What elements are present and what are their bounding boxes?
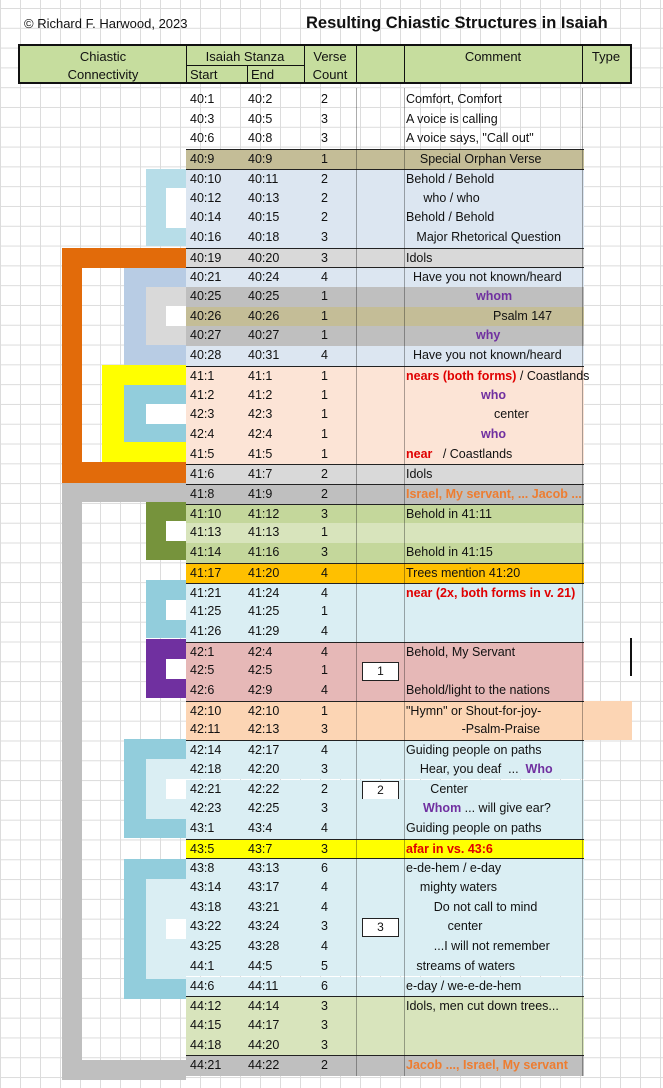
count-cell: 2 — [321, 171, 328, 186]
count-cell: 4 — [321, 880, 328, 894]
start-cell: 44:18 — [190, 1037, 222, 1052]
end-cell: 41:5 — [248, 446, 273, 461]
comment-cell: why — [476, 328, 501, 343]
count-cell: 3 — [321, 250, 328, 265]
end-cell: 41:24 — [248, 585, 280, 600]
end-cell: 41:29 — [248, 623, 280, 638]
table-row — [186, 189, 584, 209]
count-cell: 4 — [321, 270, 328, 285]
comment-cell: Special Orphan Verse — [406, 152, 542, 167]
end-cell: 40:18 — [248, 229, 280, 244]
end-cell: 40:26 — [248, 308, 280, 323]
count-cell: 4 — [321, 939, 328, 954]
comment-cell: Behold / Behold — [406, 210, 495, 225]
start-cell: 41:5 — [190, 446, 215, 461]
end-cell: 41:9 — [248, 487, 273, 501]
count-cell: 4 — [321, 585, 328, 600]
end-cell: 42:22 — [248, 781, 280, 796]
end-cell: 43:13 — [248, 861, 280, 876]
end-cell: 43:21 — [248, 899, 280, 914]
start-cell: 44:15 — [190, 1017, 222, 1032]
comment-cell: Idols, men cut down trees... — [406, 999, 559, 1014]
count-cell: 4 — [321, 743, 328, 758]
table-row — [186, 799, 584, 819]
start-cell: 42:18 — [190, 761, 222, 776]
end-cell: 42:13 — [248, 722, 280, 737]
table-row — [186, 543, 584, 563]
end-cell: 44:11 — [248, 978, 279, 993]
bracket-olive-gap — [166, 521, 186, 541]
table-row — [186, 425, 584, 445]
page-title: Resulting Chiastic Structures in Isaiah — [306, 14, 608, 32]
count-cell: 3 — [321, 919, 328, 934]
count-cell: 4 — [321, 565, 328, 580]
start-cell: 40:26 — [190, 308, 222, 323]
count-cell: 1 — [321, 289, 328, 303]
end-cell: 40:24 — [248, 270, 280, 285]
table-row — [186, 858, 584, 879]
count-cell: 3 — [321, 841, 328, 856]
count-cell: 3 — [321, 506, 328, 521]
table-row — [186, 90, 584, 110]
group-number-box: 2 — [362, 781, 399, 800]
count-cell: 1 — [321, 663, 328, 678]
end-cell: 41:7 — [248, 467, 273, 482]
end-cell: 41:13 — [248, 525, 280, 540]
table-row — [186, 110, 584, 130]
end-cell: 42:9 — [248, 683, 273, 697]
comment-cell: e-de-hem / e-day — [406, 861, 502, 876]
count-cell: 6 — [321, 861, 328, 876]
table-row — [186, 957, 584, 977]
count-cell: 6 — [321, 978, 328, 993]
count-cell: 1 — [321, 446, 328, 461]
end-cell: 40:25 — [248, 289, 280, 303]
table-row — [186, 839, 584, 860]
end-cell: 42:5 — [248, 663, 273, 678]
end-cell: 40:13 — [248, 190, 280, 205]
start-cell: 40:28 — [190, 348, 222, 363]
table-row — [186, 287, 584, 307]
end-cell: 42:3 — [248, 407, 273, 422]
comment-cell: nears (both forms) / Coastlands — [406, 368, 590, 383]
comment-cell: mighty waters — [406, 880, 497, 894]
comment-cell: Behold in 41:11 — [406, 506, 492, 521]
table-row — [186, 326, 584, 346]
end-cell: 40:31 — [248, 348, 280, 363]
table-row — [186, 307, 584, 327]
start-cell: 43:25 — [190, 939, 222, 954]
comment-cell: Do not call to mind — [406, 899, 538, 914]
start-cell: 40:1 — [190, 92, 215, 106]
comment-cell: Have you not known/heard — [406, 270, 562, 285]
count-cell: 2 — [321, 467, 328, 482]
header-end: End — [251, 67, 275, 82]
end-cell: 44:22 — [248, 1058, 280, 1073]
margin-marker — [630, 638, 632, 676]
comment-cell: -Psalm-Praise — [406, 722, 541, 737]
table-row — [186, 484, 584, 505]
bracket-gray-side — [62, 483, 82, 1080]
bracket-yellow-gap — [146, 404, 186, 424]
comment-cell: Behold / Behold — [406, 171, 495, 186]
table-row — [186, 366, 590, 387]
comment-cell: Center — [406, 781, 468, 796]
end-cell: 40:8 — [248, 131, 273, 146]
end-cell: 44:5 — [248, 958, 273, 973]
end-cell: 43:7 — [248, 841, 273, 856]
start-cell: 41:2 — [190, 387, 215, 402]
end-cell: 40:2 — [248, 92, 273, 106]
start-cell: 43:8 — [190, 861, 215, 876]
table-row — [186, 1055, 584, 1076]
end-cell: 42:25 — [248, 801, 280, 816]
table-row — [186, 819, 584, 839]
start-cell: 42:4 — [190, 426, 215, 441]
bracket-purple-gap — [166, 659, 186, 679]
count-cell: 4 — [321, 683, 328, 697]
end-cell: 41:12 — [248, 506, 280, 521]
end-cell: 41:25 — [248, 604, 280, 619]
start-cell: 41:25 — [190, 604, 222, 619]
start-cell: 44:12 — [190, 999, 222, 1014]
count-cell: 3 — [321, 111, 328, 126]
start-cell: 42:3 — [190, 407, 215, 422]
count-cell: 2 — [321, 210, 328, 225]
comment-cell: Have you not known/heard — [406, 348, 562, 363]
start-cell: 44:21 — [190, 1058, 222, 1073]
comment-cell: Guiding people on paths — [406, 820, 542, 835]
table-row — [186, 267, 584, 288]
table-row — [186, 1016, 584, 1036]
table-row — [186, 208, 584, 228]
table-row — [186, 937, 584, 957]
table-row — [186, 1036, 584, 1056]
start-cell: 41:6 — [190, 467, 215, 482]
start-cell: 42:14 — [190, 743, 222, 758]
table-row — [186, 464, 584, 485]
end-cell: 41:1 — [248, 368, 273, 383]
end-cell: 40:27 — [248, 328, 280, 343]
end-cell: 43:28 — [248, 939, 280, 954]
start-cell: 40:14 — [190, 210, 222, 225]
end-cell: 44:20 — [248, 1037, 280, 1052]
copyright-text: © Richard F. Harwood, 2023 — [24, 16, 188, 31]
comment-cell: A voice says, "Call out" — [406, 131, 534, 146]
bracket-steel-gap — [166, 306, 186, 326]
comment-cell: Psalm 147 — [493, 308, 553, 323]
start-cell: 43:5 — [190, 841, 215, 856]
table-row — [186, 248, 584, 269]
comment-cell: Behold, My Servant — [406, 644, 516, 659]
start-cell: 40:25 — [190, 289, 222, 303]
start-cell: 42:23 — [190, 801, 222, 816]
count-cell: 2 — [321, 92, 328, 106]
table-row — [186, 563, 584, 584]
table-row — [186, 996, 584, 1017]
count-cell: 2 — [321, 781, 328, 796]
count-cell: 1 — [321, 604, 328, 619]
end-cell: 44:14 — [248, 999, 280, 1014]
count-cell: 1 — [321, 387, 328, 402]
bracket-orange-bottom — [62, 462, 186, 483]
end-cell: 40:20 — [248, 250, 280, 265]
count-cell: 3 — [321, 722, 328, 737]
comment-cell: who — [481, 387, 506, 402]
count-cell: 3 — [321, 1017, 328, 1032]
start-cell: 41:1 — [190, 368, 215, 383]
comment-cell: Hear, you deaf ... Who — [406, 761, 553, 776]
table-row — [186, 228, 584, 248]
comment-cell: streams of waters — [406, 958, 516, 973]
end-cell: 40:9 — [248, 152, 273, 167]
table-row — [186, 681, 584, 701]
count-cell: 2 — [321, 1058, 328, 1073]
start-cell: 40:16 — [190, 229, 222, 244]
count-cell: 3 — [321, 761, 328, 776]
count-cell: 1 — [321, 368, 328, 383]
bracket-teal-3-gap — [166, 919, 186, 939]
start-cell: 41:10 — [190, 506, 222, 521]
header-verse-line1: Verse — [313, 49, 347, 64]
table-row — [186, 504, 584, 525]
start-cell: 42:1 — [190, 644, 215, 659]
end-cell: 41:2 — [248, 387, 273, 402]
start-cell: 41:8 — [190, 487, 215, 501]
count-cell: 3 — [321, 801, 328, 816]
count-cell: 4 — [321, 623, 328, 638]
start-cell: 41:13 — [190, 525, 222, 540]
comment-cell: ...I will not remember — [406, 939, 550, 954]
end-cell: 42:4 — [248, 426, 273, 441]
comment-cell: Behold/light to the nations — [406, 683, 550, 697]
count-cell: 4 — [321, 348, 328, 363]
start-cell: 42:5 — [190, 663, 215, 678]
end-cell: 40:5 — [248, 111, 273, 126]
header-chiastic-line2: Connectivity — [67, 67, 139, 82]
count-cell: 1 — [321, 152, 328, 167]
table-row — [186, 622, 584, 642]
header-chiastic-line1: Chiastic — [79, 49, 127, 64]
table-row — [186, 445, 584, 465]
bracket-orange-side — [62, 248, 82, 483]
end-cell: 42:4 — [248, 644, 273, 659]
table-row — [186, 720, 584, 740]
table-row — [186, 405, 584, 425]
end-cell: 43:17 — [248, 880, 280, 894]
stanza-table — [186, 90, 590, 1078]
start-cell: 40:27 — [190, 328, 222, 343]
start-cell: 41:14 — [190, 545, 222, 560]
comment-cell: Guiding people on paths — [406, 743, 542, 758]
start-cell: 43:1 — [190, 820, 215, 835]
start-cell: 42:11 — [190, 722, 221, 737]
comment-cell: Comfort, Comfort — [406, 92, 502, 106]
comment-cell: "Hymn" or Shout-for-joy- — [406, 703, 542, 718]
end-cell: 44:17 — [248, 1017, 280, 1032]
comment-cell: Major Rhetorical Question — [406, 229, 561, 244]
bracket-lightblue-gap — [166, 188, 186, 228]
bracket-teal-2-gap — [166, 779, 186, 799]
table-row — [186, 878, 584, 898]
header-start: Start — [190, 67, 218, 82]
comment-cell: whom — [476, 289, 513, 303]
start-cell: 40:6 — [190, 131, 215, 146]
end-cell: 42:17 — [248, 743, 280, 758]
count-cell: 1 — [321, 308, 328, 323]
count-cell: 1 — [321, 407, 328, 422]
hymn-band-extension — [584, 701, 632, 740]
bracket-gray-bottom — [62, 1060, 186, 1080]
table-row — [186, 760, 584, 780]
start-cell: 42:21 — [190, 781, 222, 796]
start-cell: 41:21 — [190, 585, 222, 600]
count-cell: 5 — [321, 958, 328, 973]
comment-cell: who / who — [406, 190, 480, 205]
table-row — [186, 642, 584, 663]
count-cell: 4 — [321, 644, 328, 659]
table-row — [186, 661, 584, 681]
start-cell: 40:12 — [190, 190, 222, 205]
start-cell: 40:19 — [190, 250, 222, 265]
count-cell: 1 — [321, 426, 328, 441]
table-row — [186, 780, 584, 800]
count-cell: 3 — [321, 229, 328, 244]
end-cell: 43:4 — [248, 820, 273, 835]
start-cell: 40:21 — [190, 270, 222, 285]
comment-cell: Behold in 41:15 — [406, 545, 493, 560]
start-cell: 44:6 — [190, 978, 215, 993]
comment-cell: who — [481, 426, 506, 441]
count-cell: 1 — [321, 703, 328, 718]
table-row — [186, 169, 584, 190]
header-verse-line2: Count — [312, 67, 348, 82]
comment-cell: center — [494, 407, 529, 422]
table-row — [186, 386, 584, 406]
table-row — [186, 977, 584, 997]
table-row — [186, 149, 584, 170]
count-cell: 4 — [321, 899, 328, 914]
header-comment: Comment — [464, 49, 522, 64]
comment-cell: Israel, My servant, ... Jacob ... — [406, 487, 582, 501]
table-header — [18, 44, 632, 84]
comment-cell: center — [406, 919, 483, 934]
end-cell: 42:10 — [248, 703, 280, 718]
comment-cell: Trees mention 41:20 — [406, 565, 521, 580]
start-cell: 43:22 — [190, 919, 222, 934]
start-cell: 44:1 — [190, 958, 215, 973]
start-cell: 42:10 — [190, 703, 222, 718]
table-row — [186, 523, 584, 543]
count-cell: 3 — [321, 1037, 328, 1052]
count-cell: 1 — [321, 328, 328, 343]
table-row — [186, 583, 584, 604]
table-row — [186, 701, 584, 722]
header-stanza: Isaiah Stanza — [205, 49, 285, 64]
start-cell: 42:6 — [190, 683, 215, 697]
end-cell: 42:20 — [248, 761, 280, 776]
comment-cell: A voice is calling — [406, 111, 498, 126]
start-cell: 43:14 — [190, 880, 222, 894]
comment-cell: Jacob ..., Israel, My servant — [406, 1058, 568, 1073]
comment-cell: near / Coastlands — [406, 446, 513, 461]
count-cell: 3 — [321, 131, 328, 146]
comment-cell: Idols — [406, 467, 433, 482]
end-cell: 43:24 — [248, 919, 280, 934]
start-cell: 41:17 — [190, 565, 222, 580]
table-row — [186, 602, 584, 622]
count-cell: 1 — [321, 525, 328, 540]
end-cell: 40:15 — [248, 210, 280, 225]
table-row — [186, 740, 584, 761]
table-row — [186, 898, 584, 918]
comment-cell: e-day / we-e-de-hem — [406, 978, 522, 993]
start-cell: 40:9 — [190, 152, 215, 167]
count-cell: 4 — [321, 820, 328, 835]
group-number-box: 3 — [362, 918, 399, 937]
table-row — [186, 129, 584, 149]
start-cell: 40:10 — [190, 171, 222, 186]
count-cell: 2 — [321, 190, 328, 205]
count-cell: 3 — [321, 999, 328, 1014]
table-row — [186, 346, 584, 366]
table-row — [186, 917, 584, 937]
group-number-box: 1 — [362, 662, 399, 681]
comment-cell: Whom ... will give ear? — [423, 801, 551, 816]
count-cell: 2 — [321, 487, 328, 501]
header-type: Type — [591, 49, 621, 64]
comment-cell: afar in vs. 43:6 — [406, 841, 493, 856]
comment-cell: Idols — [406, 250, 433, 265]
end-cell: 41:16 — [248, 545, 280, 560]
start-cell: 40:3 — [190, 111, 215, 126]
comment-cell: near (2x, both forms in v. 21) — [406, 585, 576, 600]
bracket-teal-gap — [166, 600, 186, 620]
start-cell: 43:18 — [190, 899, 222, 914]
start-cell: 41:26 — [190, 623, 222, 638]
end-cell: 41:20 — [248, 565, 280, 580]
count-cell: 3 — [321, 545, 328, 560]
end-cell: 40:11 — [248, 171, 279, 186]
